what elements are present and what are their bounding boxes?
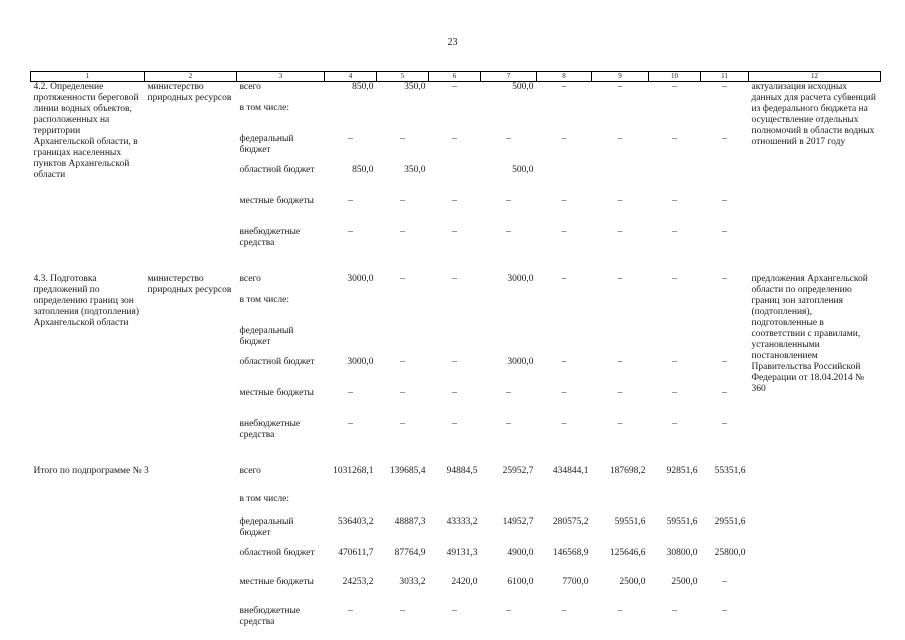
value-cell: – (400, 605, 405, 616)
value-cell: 536403,2 (337, 516, 374, 527)
value-cell: – (400, 195, 405, 206)
value-cell (701, 103, 749, 134)
value-cell: 3000,0 (507, 356, 534, 367)
header-cell: 7 (481, 72, 537, 82)
header-cell: 6 (429, 72, 481, 82)
value-cell: – (400, 356, 405, 367)
value-cell (649, 103, 701, 134)
value-cell: 92851,6 (666, 465, 698, 476)
value-cell: 4900,0 (507, 547, 534, 558)
value-cell: – (672, 82, 677, 92)
value-cell (325, 494, 377, 517)
value-cell: – (400, 226, 405, 237)
value-cell (481, 326, 537, 357)
value-cell: – (452, 82, 457, 92)
value-cell: 500,0 (512, 82, 534, 92)
funding-source-label: внебюджетные средства (239, 226, 301, 248)
value-cell: – (672, 195, 677, 206)
value-cell: 59551,6 (666, 516, 698, 527)
value-cell: – (506, 195, 511, 206)
funding-source-label: областной бюджет (239, 547, 315, 558)
funding-source-label: в том числе: (239, 493, 290, 504)
table-body (31, 82, 881, 633)
value-cell (701, 165, 749, 196)
value-cell: – (452, 226, 457, 237)
value-cell: 2420,0 (451, 576, 478, 587)
value-cell (429, 326, 481, 357)
value-cell: 55351,6 (714, 465, 746, 476)
header-cell: 3 (237, 72, 325, 82)
value-cell: – (561, 387, 567, 398)
value-cell: – (561, 195, 567, 206)
value-cell (701, 494, 749, 517)
value-cell: – (722, 418, 727, 429)
value-cell (649, 326, 701, 357)
value-cell: – (452, 133, 457, 144)
value-cell: – (452, 356, 457, 367)
header-cell: 2 (145, 72, 237, 82)
value-cell: 3033,2 (399, 576, 426, 587)
value-cell: – (506, 605, 511, 616)
value-cell: 30800,0 (666, 547, 698, 558)
value-cell: 49131,3 (446, 547, 478, 558)
funding-source-label: федеральный бюджет (239, 516, 294, 538)
value-cell: – (506, 133, 511, 144)
funding-source-label: всего (239, 273, 261, 284)
funding-source-label: областной бюджет (239, 356, 315, 367)
value-cell (325, 103, 377, 134)
value-cell: 187698,2 (609, 465, 646, 476)
value-cell: 850,0 (352, 82, 374, 92)
value-cell: – (561, 605, 567, 616)
funding-source-label: всего (239, 82, 261, 92)
value-cell: – (617, 195, 623, 206)
value-cell (429, 103, 481, 134)
value-cell: 470611,7 (338, 547, 374, 558)
value-cell (537, 494, 592, 517)
value-cell: 2500,0 (619, 576, 646, 587)
value-cell (537, 326, 592, 357)
value-cell: – (617, 418, 623, 429)
value-cell: – (506, 226, 511, 237)
section-result: актуализация исходных данных для расчета субвенций из федерального бюджета на осуществление отдельных полномочий в области водных отношений в 2017 году (751, 82, 876, 147)
value-cell: – (400, 387, 405, 398)
table-row (31, 274, 881, 295)
value-cell: – (348, 605, 353, 616)
value-cell: 3000,0 (347, 356, 374, 367)
section-executor: министерство природных ресурсов (147, 82, 232, 103)
value-cell: 350,0 (404, 164, 426, 175)
value-cell: 24253,2 (342, 576, 374, 587)
value-cell: – (561, 226, 567, 237)
value-cell (325, 326, 377, 357)
value-cell (592, 165, 649, 196)
funding-source-label: местные бюджеты (239, 195, 314, 206)
value-cell: – (722, 273, 727, 284)
value-cell: 146568,9 (552, 547, 589, 558)
funding-source-label: всего (239, 465, 261, 476)
value-cell: 25952,7 (502, 465, 534, 476)
header-row (31, 72, 881, 82)
value-cell: 500,0 (512, 164, 534, 175)
funding-source-label: местные бюджеты (239, 387, 314, 398)
value-cell: – (452, 418, 457, 429)
header-cell: 11 (701, 72, 749, 82)
value-cell (377, 103, 429, 134)
value-cell (481, 494, 537, 517)
page-number: 23 (447, 37, 458, 48)
value-cell: – (452, 605, 457, 616)
value-cell (429, 494, 481, 517)
value-cell: 1031268,1 (333, 465, 374, 476)
value-cell: 7700,0 (562, 576, 589, 587)
value-cell: – (400, 273, 405, 284)
value-cell: 14952,7 (502, 516, 534, 527)
header-cell: 8 (537, 72, 592, 82)
value-cell: – (672, 605, 677, 616)
funding-source-label: внебюджетные средства (239, 605, 301, 627)
value-cell: – (452, 387, 457, 398)
value-cell: – (617, 226, 623, 237)
header-cell: 9 (592, 72, 649, 82)
value-cell (649, 494, 701, 517)
section-name: Итого по подпрограмме № 3 (33, 465, 149, 476)
value-cell (537, 103, 592, 134)
value-cell: – (722, 82, 727, 92)
value-cell (377, 326, 429, 357)
value-cell (377, 494, 429, 517)
value-cell: 29551,6 (714, 516, 746, 527)
funding-source-label: федеральный бюджет (239, 133, 294, 155)
value-cell: 350,0 (404, 82, 426, 92)
value-cell: – (452, 195, 457, 206)
value-cell: 280575,2 (552, 516, 589, 527)
value-cell (592, 326, 649, 357)
value-cell: – (348, 133, 353, 144)
section-result (749, 466, 881, 633)
value-cell: – (722, 576, 727, 587)
value-cell: – (672, 418, 677, 429)
value-cell: – (348, 387, 353, 398)
value-cell: – (672, 356, 677, 367)
value-cell: 59551,6 (614, 516, 646, 527)
value-cell: – (617, 133, 623, 144)
value-cell (592, 295, 649, 326)
value-cell: 48887,3 (394, 516, 426, 527)
value-cell (537, 295, 592, 326)
section-name: 4.3. Подготовка предложений по определению границ зон затопления (подтопления) Архангельской области (33, 273, 140, 328)
value-cell: – (617, 356, 623, 367)
value-cell: 43333,2 (446, 516, 478, 527)
funding-source-label: местные бюджеты (239, 576, 314, 587)
header-cell: 1 (31, 72, 145, 82)
value-cell (429, 165, 481, 196)
value-cell (649, 295, 701, 326)
table-row (31, 82, 881, 103)
value-cell: 6100,0 (507, 576, 534, 587)
value-cell: – (722, 387, 727, 398)
value-cell: – (672, 226, 677, 237)
section-result: предложения Архангельской области по определению границ зон затопления (подтопления), подготовленные в соответствии с правилами, установленными постановлением Правительства Российской Федерации от 18.04.2014 № 360 (751, 273, 868, 394)
value-cell: – (722, 195, 727, 206)
header-cell: 4 (325, 72, 377, 82)
spacer-cell (31, 450, 881, 466)
value-cell (377, 295, 429, 326)
section-spacer (31, 450, 881, 466)
value-cell: – (561, 273, 567, 284)
value-cell: 125646,6 (609, 547, 646, 558)
value-cell (429, 295, 481, 326)
value-cell: – (672, 387, 677, 398)
funding-source-label: в том числе: (239, 294, 290, 305)
value-cell: – (617, 273, 623, 284)
value-cell: – (672, 273, 677, 284)
value-cell (537, 165, 592, 196)
value-cell: – (506, 418, 511, 429)
value-cell (592, 494, 649, 517)
value-cell: 850,0 (352, 164, 374, 175)
value-cell: 434844,1 (552, 465, 589, 476)
header-cell: 5 (377, 72, 429, 82)
header-cell: 10 (649, 72, 701, 82)
section-executor: министерство природных ресурсов (147, 273, 232, 295)
value-cell (481, 295, 537, 326)
value-cell (701, 295, 749, 326)
value-cell (649, 165, 701, 196)
value-cell: 139685,4 (389, 465, 426, 476)
funding-source-label: в том числе: (239, 102, 290, 113)
value-cell: 3000,0 (507, 273, 534, 284)
value-cell: – (672, 133, 677, 144)
table-row (31, 466, 881, 494)
value-cell: – (400, 418, 405, 429)
value-cell: – (617, 605, 623, 616)
section-name: 4.2. Определение протяженности береговой линии водных объектов, расположенных на территории Архангельской области, в границах населенных пунктов Архангельской области (33, 82, 139, 180)
value-cell: 94884,5 (446, 465, 478, 476)
funding-source-label: внебюджетные средства (239, 418, 301, 440)
value-cell: – (561, 133, 567, 144)
value-cell: – (722, 133, 727, 144)
value-cell: – (722, 605, 727, 616)
value-cell: – (561, 356, 567, 367)
header-cell: 12 (749, 72, 881, 82)
value-cell: – (506, 387, 511, 398)
value-cell: 2500,0 (671, 576, 698, 587)
section-spacer (31, 258, 881, 274)
value-cell: 25800,0 (714, 547, 746, 558)
value-cell: – (722, 356, 727, 367)
value-cell: – (561, 418, 567, 429)
value-cell (325, 295, 377, 326)
funding-source-label: федеральный бюджет (239, 325, 294, 347)
value-cell: – (617, 387, 623, 398)
value-cell: – (348, 226, 353, 237)
value-cell: – (348, 418, 353, 429)
value-cell: – (617, 82, 623, 92)
value-cell (481, 103, 537, 134)
value-cell: – (400, 133, 405, 144)
funding-source-label: областной бюджет (239, 164, 315, 175)
value-cell (701, 326, 749, 357)
budget-table (30, 71, 881, 633)
value-cell: – (452, 273, 457, 284)
value-cell: – (722, 226, 727, 237)
value-cell: – (561, 82, 567, 92)
value-cell: – (348, 195, 353, 206)
spacer-cell (31, 258, 881, 274)
value-cell: 3000,0 (347, 273, 374, 284)
value-cell: 87764,9 (394, 547, 426, 558)
value-cell (592, 103, 649, 134)
